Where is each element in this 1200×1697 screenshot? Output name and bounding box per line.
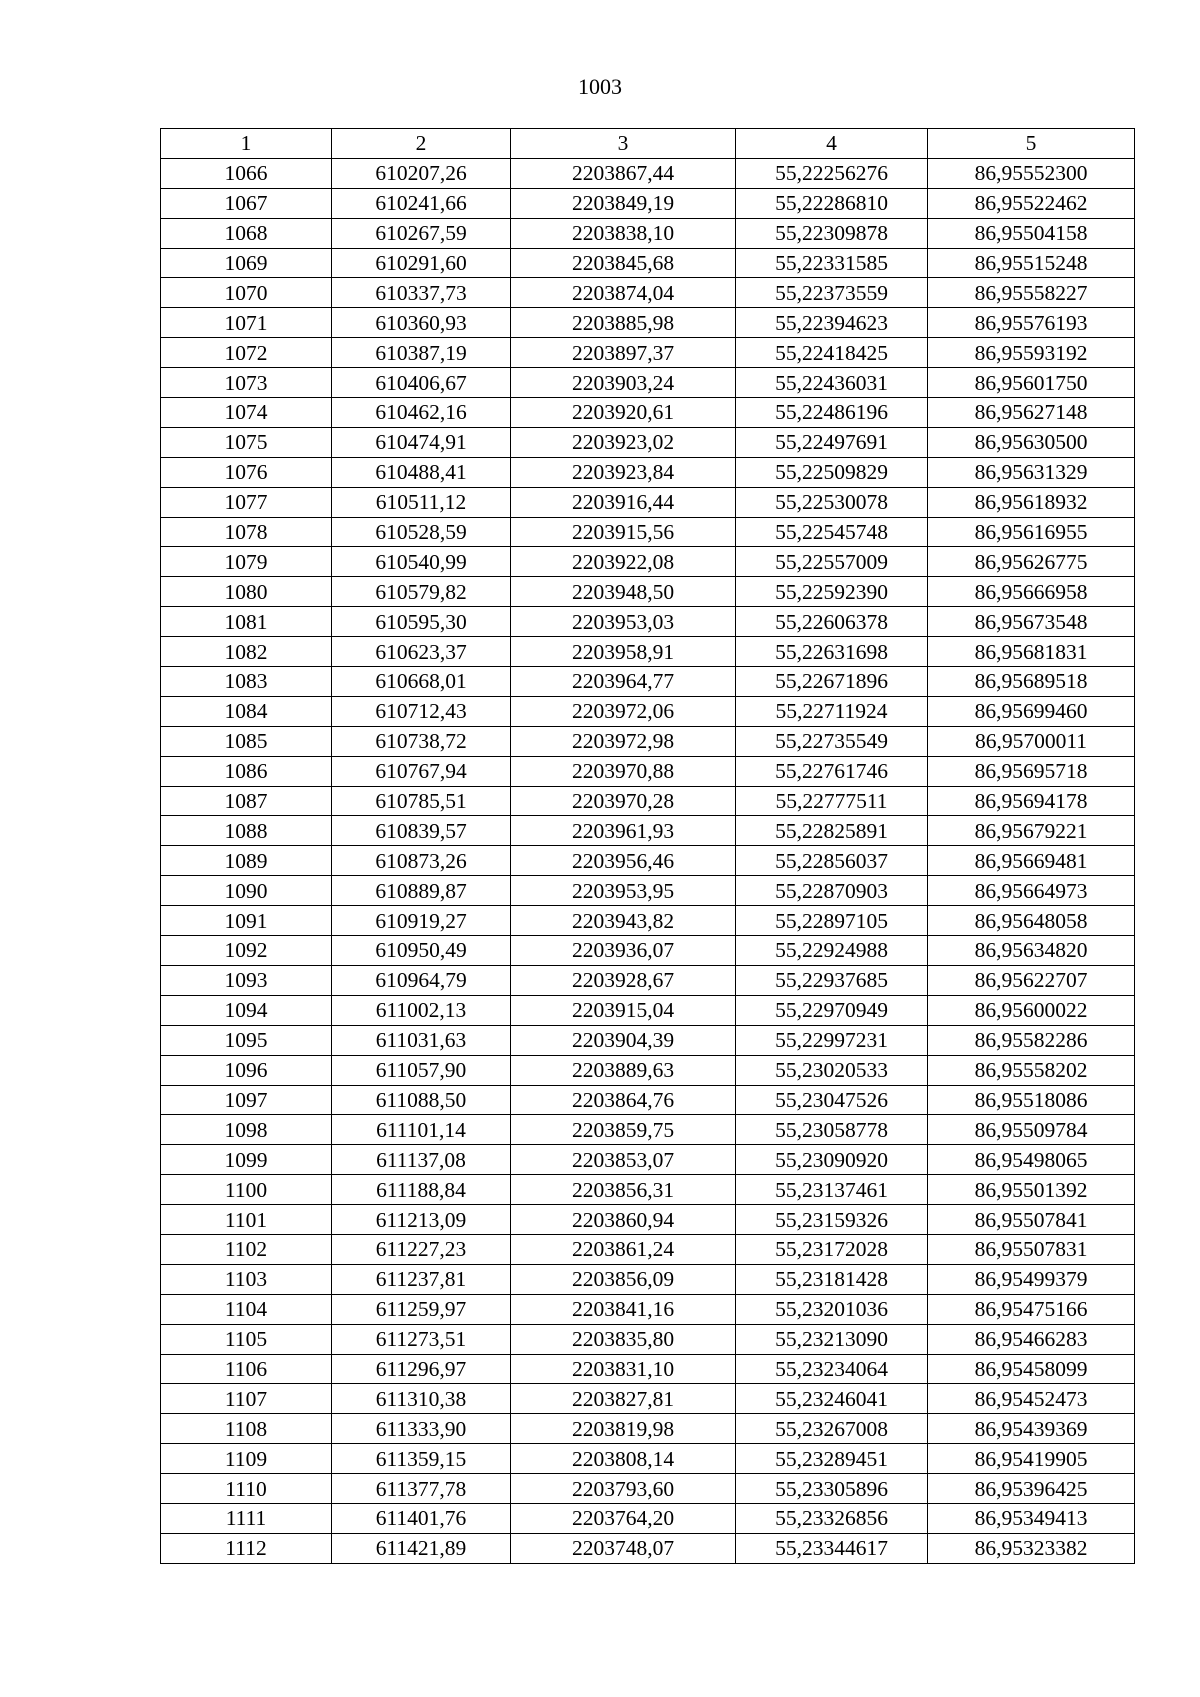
- longitude-cell: 86,95694178: [928, 786, 1135, 816]
- point-number-cell: 1094: [161, 995, 332, 1025]
- point-number-cell: 1110: [161, 1474, 332, 1504]
- point-number-cell: 1101: [161, 1205, 332, 1235]
- table-row: [161, 726, 1135, 756]
- latitude-cell: 55,22309878: [736, 218, 928, 248]
- point-number-cell: 1066: [161, 158, 332, 188]
- y-coordinate-cell: 2203943,82: [511, 906, 736, 936]
- point-number-cell: 1069: [161, 248, 332, 278]
- y-coordinate-cell: 2203827,81: [511, 1384, 736, 1414]
- latitude-cell: 55,22331585: [736, 248, 928, 278]
- longitude-cell: 86,95509784: [928, 1115, 1135, 1145]
- latitude-cell: 55,22497691: [736, 427, 928, 457]
- latitude-cell: 55,22606378: [736, 607, 928, 637]
- y-coordinate-cell: 2203889,63: [511, 1055, 736, 1085]
- table-row: [161, 1234, 1135, 1264]
- x-coordinate-cell: 611213,09: [332, 1205, 511, 1235]
- column-header-5: 5: [928, 129, 1135, 159]
- table-row: [161, 906, 1135, 936]
- point-number-cell: 1092: [161, 936, 332, 966]
- table-row: [161, 637, 1135, 667]
- table-row: [161, 1384, 1135, 1414]
- latitude-cell: 55,22545748: [736, 517, 928, 547]
- y-coordinate-cell: 2203922,08: [511, 547, 736, 577]
- longitude-cell: 86,95634820: [928, 936, 1135, 966]
- x-coordinate-cell: 610839,57: [332, 816, 511, 846]
- longitude-cell: 86,95498065: [928, 1145, 1135, 1175]
- y-coordinate-cell: 2203970,28: [511, 786, 736, 816]
- longitude-cell: 86,95439369: [928, 1414, 1135, 1444]
- longitude-cell: 86,95576193: [928, 308, 1135, 338]
- longitude-cell: 86,95666958: [928, 577, 1135, 607]
- x-coordinate-cell: 610528,59: [332, 517, 511, 547]
- x-coordinate-cell: 610511,12: [332, 487, 511, 517]
- x-coordinate-cell: 610387,19: [332, 338, 511, 368]
- table-header-row: [161, 129, 1135, 159]
- x-coordinate-cell: 611310,38: [332, 1384, 511, 1414]
- latitude-cell: 55,22937685: [736, 965, 928, 995]
- table-row: [161, 607, 1135, 637]
- x-coordinate-cell: 611296,97: [332, 1354, 511, 1384]
- y-coordinate-cell: 2203903,24: [511, 368, 736, 398]
- table-row: [161, 936, 1135, 966]
- y-coordinate-cell: 2203845,68: [511, 248, 736, 278]
- longitude-cell: 86,95396425: [928, 1474, 1135, 1504]
- latitude-cell: 55,22777511: [736, 786, 928, 816]
- x-coordinate-cell: 610241,66: [332, 188, 511, 218]
- x-coordinate-cell: 610767,94: [332, 756, 511, 786]
- point-number-cell: 1080: [161, 577, 332, 607]
- table-row: [161, 1324, 1135, 1354]
- table-row: [161, 1444, 1135, 1474]
- point-number-cell: 1084: [161, 696, 332, 726]
- x-coordinate-cell: 610207,26: [332, 158, 511, 188]
- x-coordinate-cell: 611359,15: [332, 1444, 511, 1474]
- latitude-cell: 55,22436031: [736, 368, 928, 398]
- table-row: [161, 1354, 1135, 1384]
- latitude-cell: 55,22286810: [736, 188, 928, 218]
- latitude-cell: 55,22671896: [736, 667, 928, 697]
- point-number-cell: 1093: [161, 965, 332, 995]
- y-coordinate-cell: 2203864,76: [511, 1085, 736, 1115]
- point-number-cell: 1104: [161, 1294, 332, 1324]
- longitude-cell: 86,95669481: [928, 846, 1135, 876]
- y-coordinate-cell: 2203916,44: [511, 487, 736, 517]
- y-coordinate-cell: 2203904,39: [511, 1025, 736, 1055]
- table-row: [161, 667, 1135, 697]
- latitude-cell: 55,22530078: [736, 487, 928, 517]
- x-coordinate-cell: 610873,26: [332, 846, 511, 876]
- longitude-cell: 86,95452473: [928, 1384, 1135, 1414]
- latitude-cell: 55,22870903: [736, 876, 928, 906]
- longitude-cell: 86,95522462: [928, 188, 1135, 218]
- x-coordinate-cell: 611101,14: [332, 1115, 511, 1145]
- table-row: [161, 816, 1135, 846]
- x-coordinate-cell: 610595,30: [332, 607, 511, 637]
- point-number-cell: 1091: [161, 906, 332, 936]
- latitude-cell: 55,23201036: [736, 1294, 928, 1324]
- y-coordinate-cell: 2203923,02: [511, 427, 736, 457]
- point-number-cell: 1112: [161, 1533, 332, 1563]
- latitude-cell: 55,22486196: [736, 398, 928, 428]
- point-number-cell: 1086: [161, 756, 332, 786]
- y-coordinate-cell: 2203838,10: [511, 218, 736, 248]
- point-number-cell: 1095: [161, 1025, 332, 1055]
- point-number-cell: 1082: [161, 637, 332, 667]
- point-number-cell: 1111: [161, 1503, 332, 1533]
- x-coordinate-cell: 610668,01: [332, 667, 511, 697]
- longitude-cell: 86,95648058: [928, 906, 1135, 936]
- point-number-cell: 1096: [161, 1055, 332, 1085]
- y-coordinate-cell: 2203808,14: [511, 1444, 736, 1474]
- y-coordinate-cell: 2203861,24: [511, 1234, 736, 1264]
- latitude-cell: 55,23047526: [736, 1085, 928, 1115]
- longitude-cell: 86,95466283: [928, 1324, 1135, 1354]
- longitude-cell: 86,95699460: [928, 696, 1135, 726]
- point-number-cell: 1072: [161, 338, 332, 368]
- latitude-cell: 55,22256276: [736, 158, 928, 188]
- x-coordinate-cell: 611031,63: [332, 1025, 511, 1055]
- table-row: [161, 1264, 1135, 1294]
- latitude-cell: 55,22592390: [736, 577, 928, 607]
- longitude-cell: 86,95504158: [928, 218, 1135, 248]
- y-coordinate-cell: 2203948,50: [511, 577, 736, 607]
- x-coordinate-cell: 610579,82: [332, 577, 511, 607]
- table-row: [161, 1414, 1135, 1444]
- table-row: [161, 1503, 1135, 1533]
- page-number: 1003: [578, 74, 622, 99]
- latitude-cell: 55,23267008: [736, 1414, 928, 1444]
- x-coordinate-cell: 610919,27: [332, 906, 511, 936]
- table-row: [161, 1115, 1135, 1145]
- x-coordinate-cell: 611227,23: [332, 1234, 511, 1264]
- y-coordinate-cell: 2203831,10: [511, 1354, 736, 1384]
- point-number-cell: 1078: [161, 517, 332, 547]
- latitude-cell: 55,22394623: [736, 308, 928, 338]
- longitude-cell: 86,95618932: [928, 487, 1135, 517]
- column-header-2: 2: [332, 129, 511, 159]
- table-row: [161, 1175, 1135, 1205]
- table-row: [161, 158, 1135, 188]
- point-number-cell: 1088: [161, 816, 332, 846]
- latitude-cell: 55,22997231: [736, 1025, 928, 1055]
- point-number-cell: 1074: [161, 398, 332, 428]
- coordinates-table: [160, 128, 1135, 1564]
- latitude-cell: 55,22509829: [736, 457, 928, 487]
- y-coordinate-cell: 2203961,93: [511, 816, 736, 846]
- point-number-cell: 1079: [161, 547, 332, 577]
- coordinates-table-body: [161, 129, 1135, 1564]
- longitude-cell: 86,95622707: [928, 965, 1135, 995]
- latitude-cell: 55,22897105: [736, 906, 928, 936]
- point-number-cell: 1100: [161, 1175, 332, 1205]
- latitude-cell: 55,22557009: [736, 547, 928, 577]
- x-coordinate-cell: 610964,79: [332, 965, 511, 995]
- x-coordinate-cell: 611088,50: [332, 1085, 511, 1115]
- y-coordinate-cell: 2203953,03: [511, 607, 736, 637]
- y-coordinate-cell: 2203867,44: [511, 158, 736, 188]
- longitude-cell: 86,95499379: [928, 1264, 1135, 1294]
- latitude-cell: 55,22825891: [736, 816, 928, 846]
- y-coordinate-cell: 2203972,06: [511, 696, 736, 726]
- table-row: [161, 1145, 1135, 1175]
- point-number-cell: 1098: [161, 1115, 332, 1145]
- y-coordinate-cell: 2203915,56: [511, 517, 736, 547]
- latitude-cell: 55,23213090: [736, 1324, 928, 1354]
- point-number-cell: 1068: [161, 218, 332, 248]
- x-coordinate-cell: 610360,93: [332, 308, 511, 338]
- point-number-cell: 1103: [161, 1264, 332, 1294]
- longitude-cell: 86,95700011: [928, 726, 1135, 756]
- y-coordinate-cell: 2203923,84: [511, 457, 736, 487]
- point-number-cell: 1106: [161, 1354, 332, 1384]
- latitude-cell: 55,23344617: [736, 1533, 928, 1563]
- point-number-cell: 1099: [161, 1145, 332, 1175]
- point-number-cell: 1102: [161, 1234, 332, 1264]
- latitude-cell: 55,22924988: [736, 936, 928, 966]
- table-row: [161, 696, 1135, 726]
- y-coordinate-cell: 2203964,77: [511, 667, 736, 697]
- y-coordinate-cell: 2203856,31: [511, 1175, 736, 1205]
- latitude-cell: 55,23234064: [736, 1354, 928, 1384]
- longitude-cell: 86,95501392: [928, 1175, 1135, 1205]
- latitude-cell: 55,23326856: [736, 1503, 928, 1533]
- y-coordinate-cell: 2203859,75: [511, 1115, 736, 1145]
- table-row: [161, 786, 1135, 816]
- x-coordinate-cell: 610785,51: [332, 786, 511, 816]
- y-coordinate-cell: 2203860,94: [511, 1205, 736, 1235]
- table-row: [161, 1533, 1135, 1563]
- x-coordinate-cell: 611237,81: [332, 1264, 511, 1294]
- table-row: [161, 487, 1135, 517]
- longitude-cell: 86,95664973: [928, 876, 1135, 906]
- table-row: [161, 1294, 1135, 1324]
- y-coordinate-cell: 2203819,98: [511, 1414, 736, 1444]
- table-row: [161, 218, 1135, 248]
- point-number-cell: 1075: [161, 427, 332, 457]
- latitude-cell: 55,23305896: [736, 1474, 928, 1504]
- y-coordinate-cell: 2203956,46: [511, 846, 736, 876]
- table-row: [161, 368, 1135, 398]
- x-coordinate-cell: 611188,84: [332, 1175, 511, 1205]
- x-coordinate-cell: 610738,72: [332, 726, 511, 756]
- latitude-cell: 55,23181428: [736, 1264, 928, 1294]
- latitude-cell: 55,22761746: [736, 756, 928, 786]
- x-coordinate-cell: 610950,49: [332, 936, 511, 966]
- longitude-cell: 86,95681831: [928, 637, 1135, 667]
- x-coordinate-cell: 610623,37: [332, 637, 511, 667]
- y-coordinate-cell: 2203920,61: [511, 398, 736, 428]
- point-number-cell: 1085: [161, 726, 332, 756]
- longitude-cell: 86,95616955: [928, 517, 1135, 547]
- y-coordinate-cell: 2203835,80: [511, 1324, 736, 1354]
- longitude-cell: 86,95631329: [928, 457, 1135, 487]
- point-number-cell: 1071: [161, 308, 332, 338]
- table-row: [161, 427, 1135, 457]
- point-number-cell: 1089: [161, 846, 332, 876]
- table-row: [161, 577, 1135, 607]
- latitude-cell: 55,22735549: [736, 726, 928, 756]
- point-number-cell: 1107: [161, 1384, 332, 1414]
- table-row: [161, 1025, 1135, 1055]
- table-row: [161, 338, 1135, 368]
- latitude-cell: 55,23289451: [736, 1444, 928, 1474]
- latitude-cell: 55,23020533: [736, 1055, 928, 1085]
- longitude-cell: 86,95582286: [928, 1025, 1135, 1055]
- table-row: [161, 965, 1135, 995]
- y-coordinate-cell: 2203915,04: [511, 995, 736, 1025]
- point-number-cell: 1073: [161, 368, 332, 398]
- longitude-cell: 86,95507841: [928, 1205, 1135, 1235]
- table-row: [161, 876, 1135, 906]
- point-number-cell: 1077: [161, 487, 332, 517]
- point-number-cell: 1087: [161, 786, 332, 816]
- longitude-cell: 86,95679221: [928, 816, 1135, 846]
- y-coordinate-cell: 2203972,98: [511, 726, 736, 756]
- table-row: [161, 547, 1135, 577]
- y-coordinate-cell: 2203897,37: [511, 338, 736, 368]
- y-coordinate-cell: 2203841,16: [511, 1294, 736, 1324]
- table-row: [161, 995, 1135, 1025]
- x-coordinate-cell: 610712,43: [332, 696, 511, 726]
- point-number-cell: 1083: [161, 667, 332, 697]
- point-number-cell: 1081: [161, 607, 332, 637]
- latitude-cell: 55,23172028: [736, 1234, 928, 1264]
- point-number-cell: 1109: [161, 1444, 332, 1474]
- y-coordinate-cell: 2203793,60: [511, 1474, 736, 1504]
- longitude-cell: 86,95673548: [928, 607, 1135, 637]
- y-coordinate-cell: 2203748,07: [511, 1533, 736, 1563]
- table-row: [161, 278, 1135, 308]
- x-coordinate-cell: 611273,51: [332, 1324, 511, 1354]
- x-coordinate-cell: 610488,41: [332, 457, 511, 487]
- longitude-cell: 86,95323382: [928, 1533, 1135, 1563]
- y-coordinate-cell: 2203953,95: [511, 876, 736, 906]
- longitude-cell: 86,95518086: [928, 1085, 1135, 1115]
- latitude-cell: 55,23058778: [736, 1115, 928, 1145]
- latitude-cell: 55,23246041: [736, 1384, 928, 1414]
- table-row: [161, 188, 1135, 218]
- longitude-cell: 86,95627148: [928, 398, 1135, 428]
- x-coordinate-cell: 610462,16: [332, 398, 511, 428]
- latitude-cell: 55,22418425: [736, 338, 928, 368]
- column-header-4: 4: [736, 129, 928, 159]
- longitude-cell: 86,95601750: [928, 368, 1135, 398]
- y-coordinate-cell: 2203958,91: [511, 637, 736, 667]
- table-row: [161, 308, 1135, 338]
- column-header-3: 3: [511, 129, 736, 159]
- x-coordinate-cell: 611333,90: [332, 1414, 511, 1444]
- table-row: [161, 517, 1135, 547]
- x-coordinate-cell: 610337,73: [332, 278, 511, 308]
- point-number-cell: 1108: [161, 1414, 332, 1444]
- longitude-cell: 86,95349413: [928, 1503, 1135, 1533]
- y-coordinate-cell: 2203936,07: [511, 936, 736, 966]
- table-row: [161, 846, 1135, 876]
- longitude-cell: 86,95689518: [928, 667, 1135, 697]
- y-coordinate-cell: 2203885,98: [511, 308, 736, 338]
- latitude-cell: 55,22711924: [736, 696, 928, 726]
- x-coordinate-cell: 610406,67: [332, 368, 511, 398]
- table-row: [161, 248, 1135, 278]
- table-row: [161, 1085, 1135, 1115]
- point-number-cell: 1076: [161, 457, 332, 487]
- point-number-cell: 1105: [161, 1324, 332, 1354]
- point-number-cell: 1070: [161, 278, 332, 308]
- latitude-cell: 55,22856037: [736, 846, 928, 876]
- y-coordinate-cell: 2203849,19: [511, 188, 736, 218]
- point-number-cell: 1067: [161, 188, 332, 218]
- longitude-cell: 86,95695718: [928, 756, 1135, 786]
- table-row: [161, 1474, 1135, 1504]
- y-coordinate-cell: 2203764,20: [511, 1503, 736, 1533]
- longitude-cell: 86,95552300: [928, 158, 1135, 188]
- table-row: [161, 1055, 1135, 1085]
- y-coordinate-cell: 2203856,09: [511, 1264, 736, 1294]
- column-header-1: 1: [161, 129, 332, 159]
- table-row: [161, 1205, 1135, 1235]
- x-coordinate-cell: 611377,78: [332, 1474, 511, 1504]
- longitude-cell: 86,95458099: [928, 1354, 1135, 1384]
- point-number-cell: 1097: [161, 1085, 332, 1115]
- x-coordinate-cell: 611401,76: [332, 1503, 511, 1533]
- longitude-cell: 86,95558202: [928, 1055, 1135, 1085]
- point-number-cell: 1090: [161, 876, 332, 906]
- longitude-cell: 86,95475166: [928, 1294, 1135, 1324]
- longitude-cell: 86,95515248: [928, 248, 1135, 278]
- y-coordinate-cell: 2203970,88: [511, 756, 736, 786]
- x-coordinate-cell: 610267,59: [332, 218, 511, 248]
- x-coordinate-cell: 610474,91: [332, 427, 511, 457]
- longitude-cell: 86,95600022: [928, 995, 1135, 1025]
- x-coordinate-cell: 611137,08: [332, 1145, 511, 1175]
- latitude-cell: 55,23090920: [736, 1145, 928, 1175]
- x-coordinate-cell: 611259,97: [332, 1294, 511, 1324]
- x-coordinate-cell: 611057,90: [332, 1055, 511, 1085]
- x-coordinate-cell: 610889,87: [332, 876, 511, 906]
- latitude-cell: 55,22631698: [736, 637, 928, 667]
- y-coordinate-cell: 2203928,67: [511, 965, 736, 995]
- table-row: [161, 756, 1135, 786]
- longitude-cell: 86,95419905: [928, 1444, 1135, 1474]
- x-coordinate-cell: 610540,99: [332, 547, 511, 577]
- y-coordinate-cell: 2203853,07: [511, 1145, 736, 1175]
- longitude-cell: 86,95558227: [928, 278, 1135, 308]
- longitude-cell: 86,95507831: [928, 1234, 1135, 1264]
- y-coordinate-cell: 2203874,04: [511, 278, 736, 308]
- longitude-cell: 86,95626775: [928, 547, 1135, 577]
- longitude-cell: 86,95593192: [928, 338, 1135, 368]
- x-coordinate-cell: 611421,89: [332, 1533, 511, 1563]
- latitude-cell: 55,23159326: [736, 1205, 928, 1235]
- x-coordinate-cell: 611002,13: [332, 995, 511, 1025]
- latitude-cell: 55,23137461: [736, 1175, 928, 1205]
- x-coordinate-cell: 610291,60: [332, 248, 511, 278]
- table-row: [161, 398, 1135, 428]
- latitude-cell: 55,22373559: [736, 278, 928, 308]
- longitude-cell: 86,95630500: [928, 427, 1135, 457]
- table-row: [161, 457, 1135, 487]
- latitude-cell: 55,22970949: [736, 995, 928, 1025]
